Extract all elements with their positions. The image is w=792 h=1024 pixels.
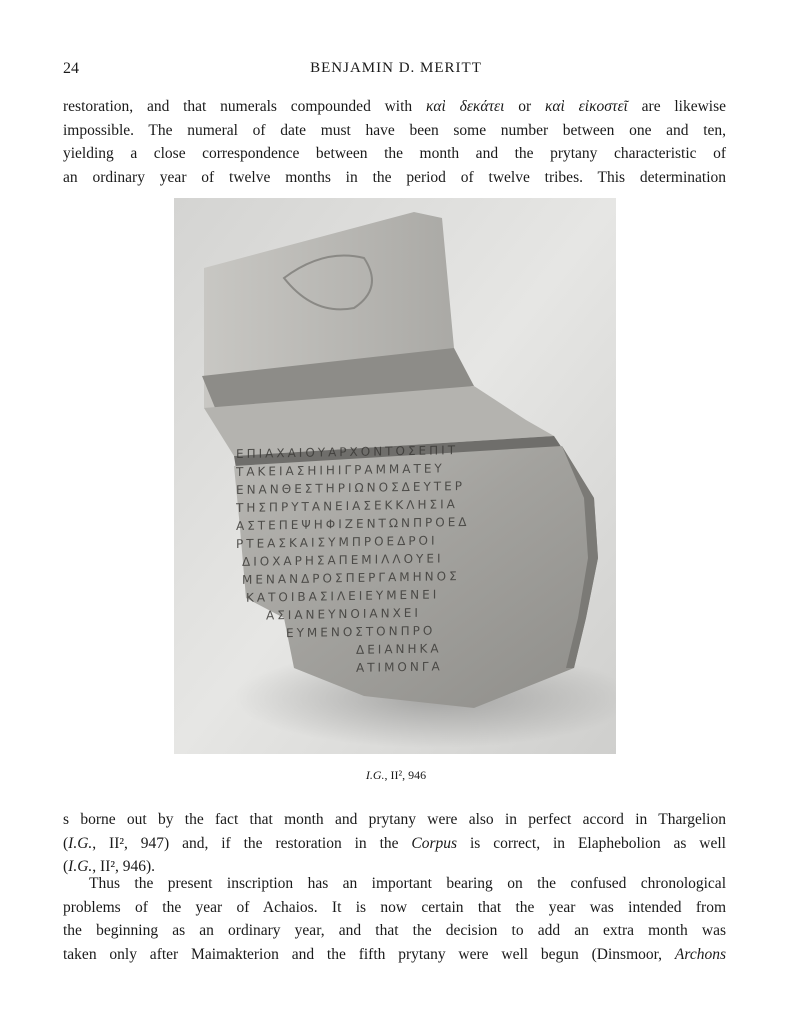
text-line: an ordinary year of twelve months in the period of twelve tribes. This determination (63, 168, 726, 186)
inscription-line: ΔΙΟΧΑΡΗΣΑΠΕΜΙΛΛΟΥΕΙ (242, 551, 444, 569)
text-line: yielding a close correspondence between the month and the prytany characteristic of (63, 145, 726, 162)
text-line: taken only after Maimakterion and the fifth prytany were well begun (Dinsmoor, Archons (63, 945, 726, 963)
inscription-line: ΕΠΙΑΧΑΙΟΥΑΡΧΟΝΤΟΣΕΠΙΤ (236, 443, 459, 461)
figure-caption: I.G., II², 946 (365, 768, 427, 782)
inscription-line: ΕΥΜΕΝΟΣΤΟΝΠΡΟ (286, 623, 436, 641)
text-line: restoration, and that numerals compounded with καὶ δεκάτει or καὶ εἰκοστεῖ are likewise (63, 98, 727, 115)
inscription-line: ΔΕΙΑΝΗΚΑ (356, 641, 442, 657)
text-line: problems of the year of Achaios. It is now certain that the year was intended from (63, 898, 726, 916)
inscription-line: ΕΝΑΝΘΕΣΤΗΡΙΩΝΟΣΔΕΥΤΕΡ (236, 478, 465, 497)
text-line: impossible. The numeral of date must have been some number between one and ten, (63, 121, 726, 139)
inscription-line: ΤΗΣΠΡΥΤΑΝΕΙΑΣΕΚΚΛΗΣΙΑ (236, 497, 458, 515)
inscription-line: ΑΤΙΜΟΝΓΑ (356, 659, 443, 675)
page-number: 24 (63, 60, 79, 77)
text-line: (I.G., II², 947) and, if the restoration in the Corpus is correct, in Elaphebolion as well (63, 834, 726, 852)
paragraph-intro (63, 95, 726, 189)
inscription-line: ΑΣΤΕΠΕΨΗΦΙΖΕΝΤΩΝΠΡΟΕΔ (236, 514, 470, 533)
text-line: the beginning as an ordinary year, and that the decision to add an extra month was (63, 922, 726, 939)
inscription-line: ΜΕΝΑΝΔΡΟΣΠΕΡΓΑΜΗΝΟΣ (242, 569, 460, 587)
text-line: s borne out by the fact that month and prytany were also in perfect accord in Thargelion (63, 811, 726, 828)
text-line: (I.G., II², 946). (63, 858, 156, 875)
paragraph-continuation (63, 808, 726, 879)
inscription-line: ΤΑΚΕΙΑΣΗΙΗΙΓΡΑΜΜΑΤΕΥ (236, 461, 445, 479)
text-line: Thus the present inscription has an important bearing on the confused chronological (89, 875, 726, 892)
inscription-line: ΚΑΤΟΙΒΑΣΙΛΕΙΕΥΜΕΝΕΙ (246, 587, 440, 605)
running-head: BENJAMIN D. MERITT (310, 60, 482, 76)
inscription-line: ΡΤΕΑΣΚΑΙΣΥΜΠΡΟΕΔΡΟΙ (236, 533, 438, 551)
inscription-lines (236, 442, 596, 676)
inscription-line: ΑΣΙΑΝΕΥΝΟΙΑΝΧΕΙ (266, 605, 421, 623)
paragraph-discussion (63, 872, 726, 966)
inscription-photograph (174, 198, 616, 754)
